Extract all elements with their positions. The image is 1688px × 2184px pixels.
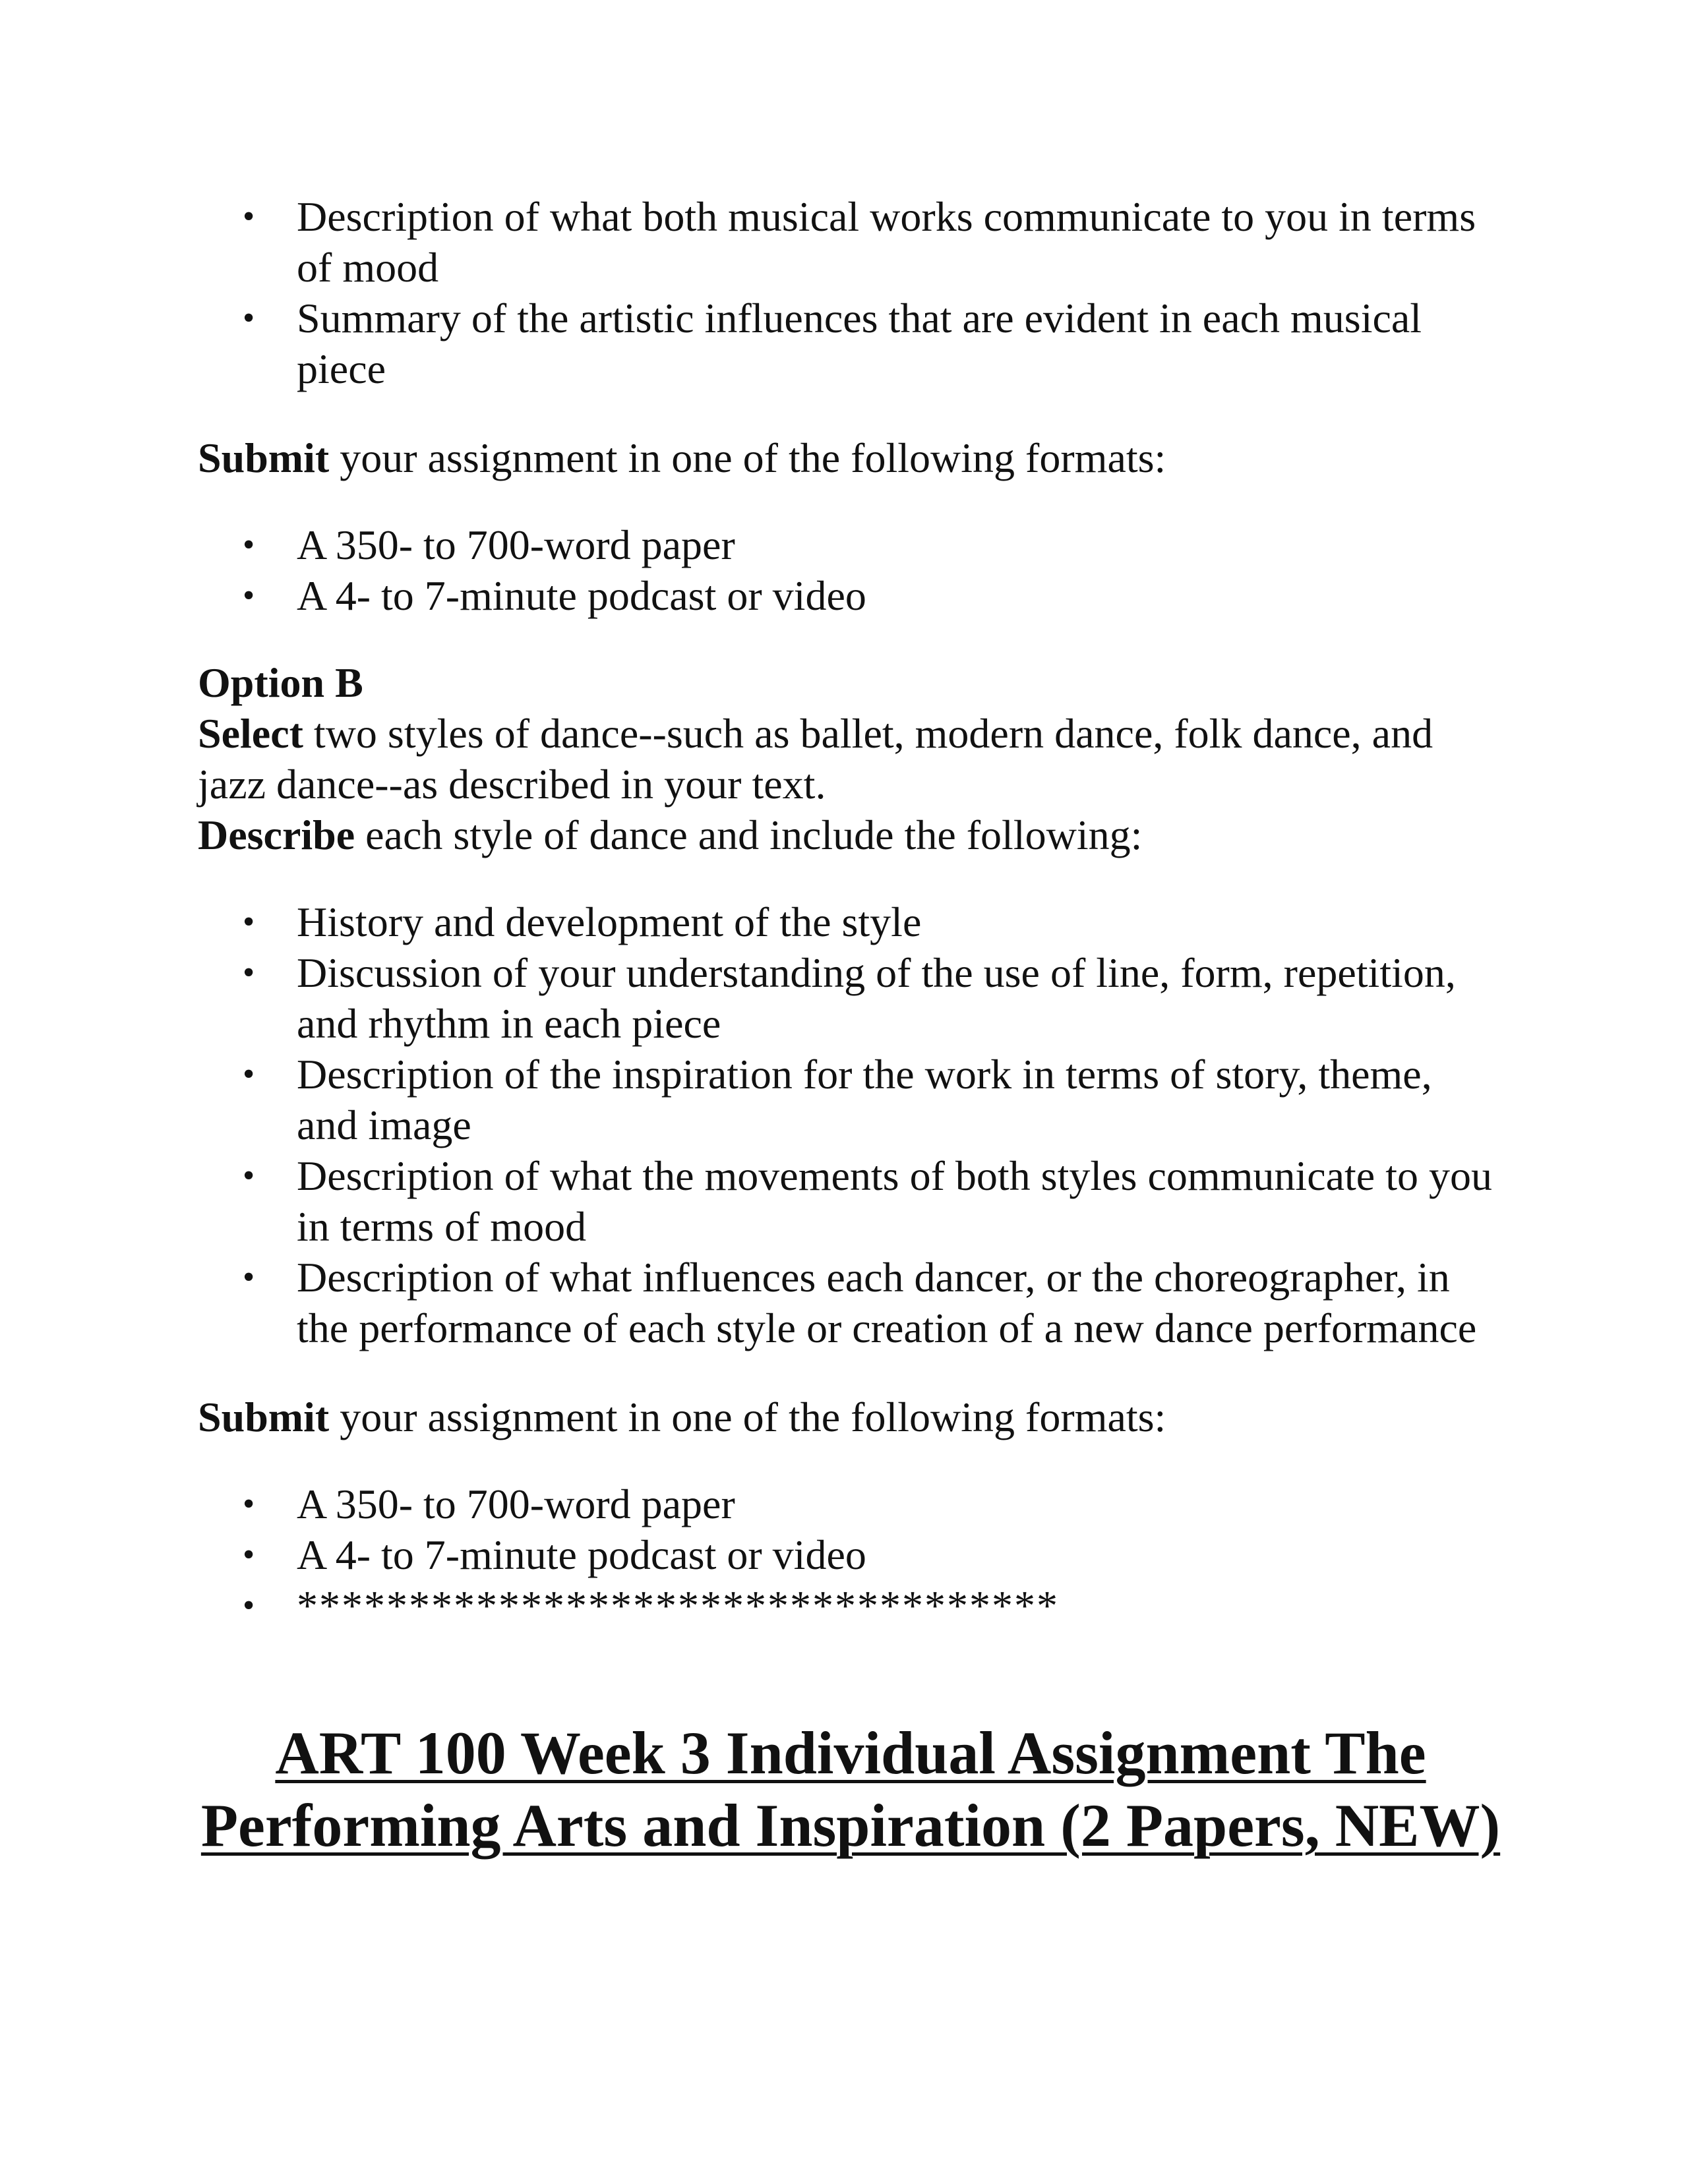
list-item <box>198 293 1503 394</box>
describe-text: each style of dance and include the following: <box>355 812 1143 858</box>
list-item-text: History and development of the style <box>297 899 922 945</box>
list-item-text: Discussion of your understanding of the use of line, form, repetition, and rhythm in each piece <box>297 949 1456 1047</box>
list-item <box>198 519 1503 570</box>
list-item-text: Summary of the artistic influences that are evident in each musical piece <box>297 295 1422 392</box>
asterisk-separator: ********************************** <box>297 1582 1059 1629</box>
submit-instruction <box>198 432 1503 483</box>
list-item-text: Description of what both musical works communicate to you in terms of mood <box>297 193 1476 291</box>
bullet-icon: • <box>243 1157 255 1195</box>
list-item-text: A 350- to 700-word paper <box>297 521 735 568</box>
bullet-icon: • <box>243 903 255 941</box>
document-title: ART 100 Week 3 Individual Assignment The Performing Arts and Inspiration (2 Papers, NEW) <box>200 1719 1501 1859</box>
bullet-icon: • <box>243 198 255 235</box>
list-item <box>198 1580 1503 1631</box>
spacer <box>198 483 1503 519</box>
spacer <box>198 860 1503 897</box>
list-item <box>198 191 1503 293</box>
document-page <box>198 191 1503 1862</box>
select-text: two styles of dance--such as ballet, modern dance, folk dance, and jazz dance--as described in your text. <box>198 710 1433 808</box>
bullet-icon: • <box>243 1536 255 1574</box>
bullet-icon: • <box>243 954 255 991</box>
submit-instruction <box>198 1392 1503 1442</box>
list-item-text: A 4- to 7-minute podcast or video <box>297 572 866 619</box>
describe-instruction <box>198 810 1503 860</box>
submission-formats-list <box>198 519 1503 621</box>
list-item-text: Description of the inspiration for the work in terms of story, theme, and image <box>297 1051 1432 1148</box>
bullet-icon: • <box>243 1485 255 1523</box>
spacer <box>198 394 1503 432</box>
spacer <box>198 1631 1503 1717</box>
bullet-icon: • <box>243 1258 255 1296</box>
mood-influences-list <box>198 191 1503 394</box>
submit-text: your assignment in one of the following formats: <box>329 1394 1166 1440</box>
submit-keyword: Submit <box>198 1394 330 1440</box>
option-b-heading: Option B <box>198 659 363 706</box>
list-item <box>198 1150 1503 1252</box>
bullet-icon: • <box>243 577 255 614</box>
list-item <box>198 1252 1503 1353</box>
list-item <box>198 1479 1503 1529</box>
select-keyword: Select <box>198 710 303 757</box>
list-item <box>198 947 1503 1049</box>
list-item-text: A 350- to 700-word paper <box>297 1481 735 1527</box>
spacer <box>198 1353 1503 1392</box>
submit-text: your assignment in one of the following formats: <box>329 434 1166 481</box>
list-item-text: Description of what influences each dancer, or the choreographer, in the performance of each style or creation of a new dance performance <box>297 1254 1477 1351</box>
submit-keyword: Submit <box>198 434 330 481</box>
list-item <box>198 1049 1503 1150</box>
dance-requirements-list <box>198 897 1503 1353</box>
bullet-icon: • <box>243 299 255 337</box>
list-item <box>198 1529 1503 1580</box>
list-item-text: Description of what the movements of both styles communicate to you in terms of mood <box>297 1152 1492 1250</box>
list-item-text: A 4- to 7-minute podcast or video <box>297 1531 866 1578</box>
describe-keyword: Describe <box>198 812 355 858</box>
select-instruction <box>198 708 1503 810</box>
spacer <box>198 621 1503 657</box>
bullet-icon: • <box>243 526 255 564</box>
bullet-icon: • <box>243 1587 255 1624</box>
submission-formats-list <box>198 1479 1503 1631</box>
list-item <box>198 897 1503 947</box>
bullet-icon: • <box>243 1055 255 1093</box>
list-item <box>198 570 1503 621</box>
spacer <box>198 1442 1503 1479</box>
